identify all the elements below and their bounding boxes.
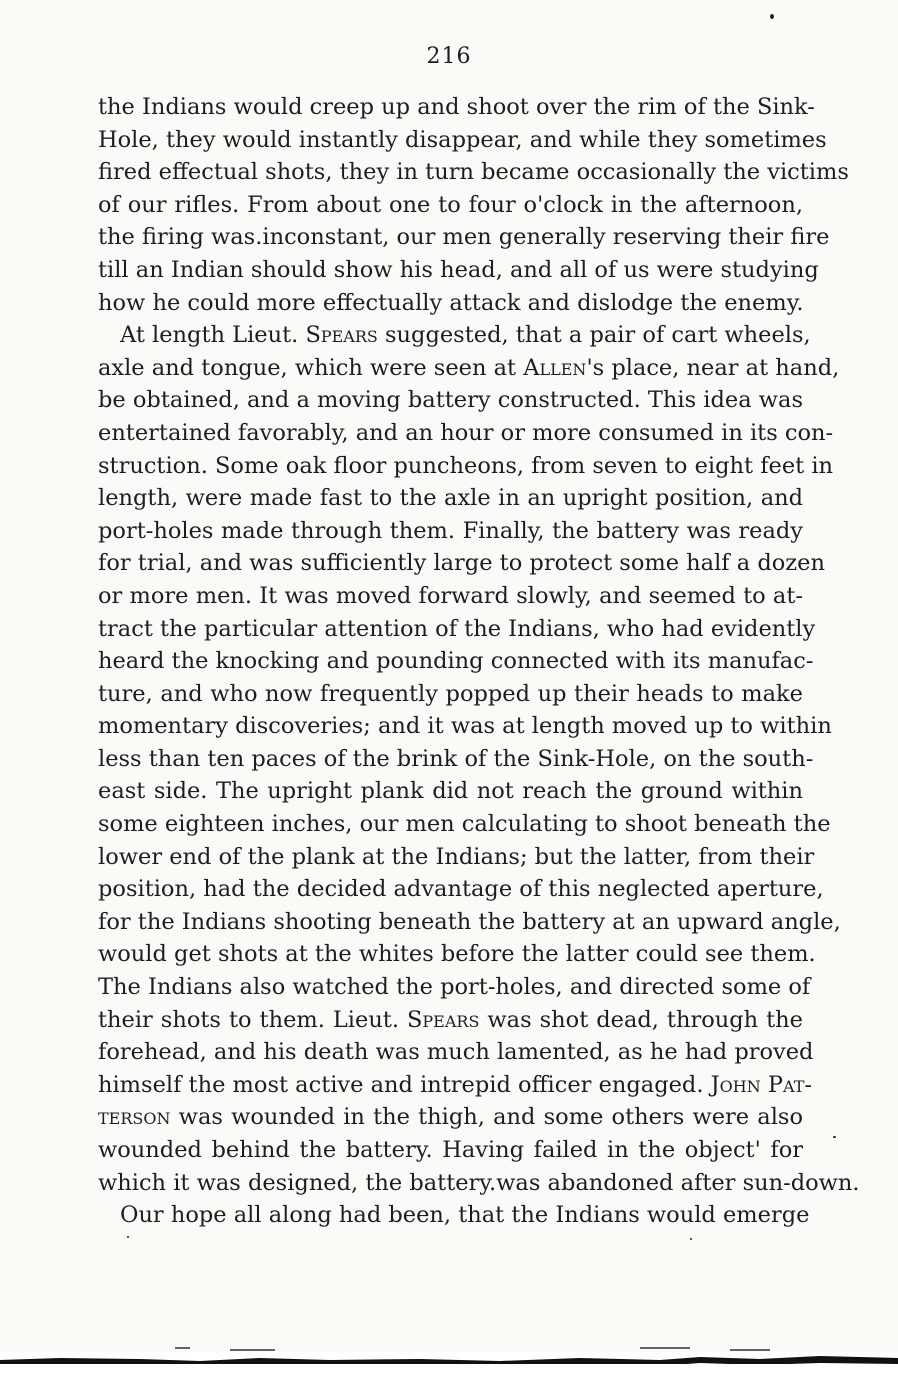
text-run: the firing was.inconstant, our men generally reserving their fire xyxy=(98,224,830,251)
text-run: fired effectual shots, they in turn became occasionally the victims xyxy=(98,159,849,186)
small-caps-name: Allen xyxy=(523,354,587,381)
text-line xyxy=(98,1004,803,1037)
text-line xyxy=(98,775,803,808)
text-line xyxy=(98,515,803,548)
text-run: wounded behind the battery. Having failed in the object' for xyxy=(98,1137,803,1163)
small-caps-name: Spears xyxy=(407,1006,480,1033)
text-run: momentary discoveries; and it was at length moved up to within xyxy=(98,713,832,740)
text-line xyxy=(98,906,841,939)
text-run: struction. Some oak floor puncheons, from seven to eight feet in xyxy=(98,452,834,479)
text-run: forehead, and his death was much lamented, as he had proved xyxy=(98,1039,814,1066)
text-run: their shots to them. Lieut. xyxy=(98,1006,407,1033)
text-run: of our rifles. From about one to four o'clock in the afternoon, xyxy=(98,191,803,218)
text-run: tract the particular attention of the Indians, who had evidently xyxy=(98,615,816,642)
scan-speck xyxy=(770,14,774,19)
text-line xyxy=(98,678,803,711)
text-line xyxy=(98,482,803,515)
text-line xyxy=(98,319,811,352)
text-line xyxy=(98,841,815,874)
text-line xyxy=(98,710,832,743)
page-bottom-edge xyxy=(0,1328,898,1380)
text-run: would get shots at the whites before the latter could see them. xyxy=(98,941,816,968)
text-run: heard the knocking and pounding connected with its manufac- xyxy=(98,648,814,675)
text-line xyxy=(98,156,849,189)
text-run: Our hope all along had been, that the Indians would emerge xyxy=(120,1202,810,1229)
scan-speck xyxy=(127,1236,129,1238)
scan-speck xyxy=(690,1238,692,1240)
small-caps-name: Spears xyxy=(305,322,378,349)
text-run: the Indians would creep up and shoot over the rim of the Sink- xyxy=(98,94,815,120)
text-run: entertained favorably, and an hour or more consumed in its con- xyxy=(98,419,834,446)
text-run: or more men. It was moved forward slowly, and seemed to at- xyxy=(98,582,803,609)
text-run: till an Indian should show his head, and all of us were studying xyxy=(98,256,819,283)
text-run: lower end of the plank at the Indians; but the latter, from their xyxy=(98,843,815,870)
text-line xyxy=(98,808,831,841)
text-run: position, had the decided advantage of this neglected aperture, xyxy=(98,876,824,903)
text-run: for trial, and was sufficiently large to protect some half a dozen xyxy=(98,550,825,577)
text-run: be obtained, and a moving battery constructed. This idea was xyxy=(98,387,803,414)
text-line xyxy=(98,1199,810,1232)
text-run: for the Indians shooting beneath the battery at an upward angle, xyxy=(98,908,841,935)
text-line xyxy=(98,743,814,776)
text-line xyxy=(98,352,840,385)
text-run: ture, and who now frequently popped up their heads to make xyxy=(98,680,803,707)
body-text xyxy=(98,91,860,1232)
text-run: Hole, they would instantly disappear, and while they sometimes xyxy=(98,126,827,153)
text-line xyxy=(98,124,827,157)
text-run: was shot dead, through the xyxy=(479,1006,803,1033)
text-run: At length Lieut. xyxy=(120,322,306,349)
text-run: some eighteen inches, our men calculating to shoot beneath the xyxy=(98,811,831,838)
text-line xyxy=(98,1101,803,1134)
text-line xyxy=(98,91,815,124)
scan-speck xyxy=(833,1136,836,1138)
page-number: 216 xyxy=(426,44,472,69)
text-run: was wounded in the thigh, and some others were also xyxy=(170,1104,803,1131)
text-run: axle and tongue, which were seen at xyxy=(98,354,524,381)
text-line xyxy=(98,221,830,254)
text-line xyxy=(98,873,824,906)
text-line xyxy=(98,1069,812,1102)
text-line xyxy=(98,547,825,580)
text-line xyxy=(98,1167,860,1200)
text-run: east side. The upright plank did not reach the ground within xyxy=(98,778,803,805)
text-line xyxy=(98,450,834,483)
text-line xyxy=(98,1134,803,1167)
text-run: which it was designed, the battery.was abandoned after sun-down. xyxy=(98,1169,860,1196)
text-run: 's place, near at hand, xyxy=(586,354,840,381)
small-caps-name: John Pat- xyxy=(710,1071,812,1098)
text-run: himself the most active and intrepid officer engaged. xyxy=(98,1071,711,1098)
text-line xyxy=(98,938,816,971)
small-caps-name: terson xyxy=(98,1104,171,1131)
text-run: The Indians also watched the port-holes, and directed some of xyxy=(98,974,811,1001)
text-line xyxy=(98,1036,814,1069)
text-line xyxy=(98,287,803,320)
text-line xyxy=(98,189,803,222)
text-line xyxy=(98,613,816,646)
text-line xyxy=(98,645,814,678)
text-run: port-holes made through them. Finally, the battery was ready xyxy=(98,517,803,544)
text-line xyxy=(98,971,811,1004)
text-line xyxy=(98,254,819,287)
text-run: suggested, that a pair of cart wheels, xyxy=(377,322,811,349)
text-run: less than ten paces of the brink of the Sink-Hole, on the south- xyxy=(98,745,814,772)
text-line xyxy=(98,384,803,417)
text-run: how he could more effectually attack and dislodge the enemy. xyxy=(98,289,804,316)
text-run: length, were made fast to the axle in an upright position, and xyxy=(98,485,803,512)
text-line xyxy=(98,417,834,450)
text-line xyxy=(98,580,803,613)
